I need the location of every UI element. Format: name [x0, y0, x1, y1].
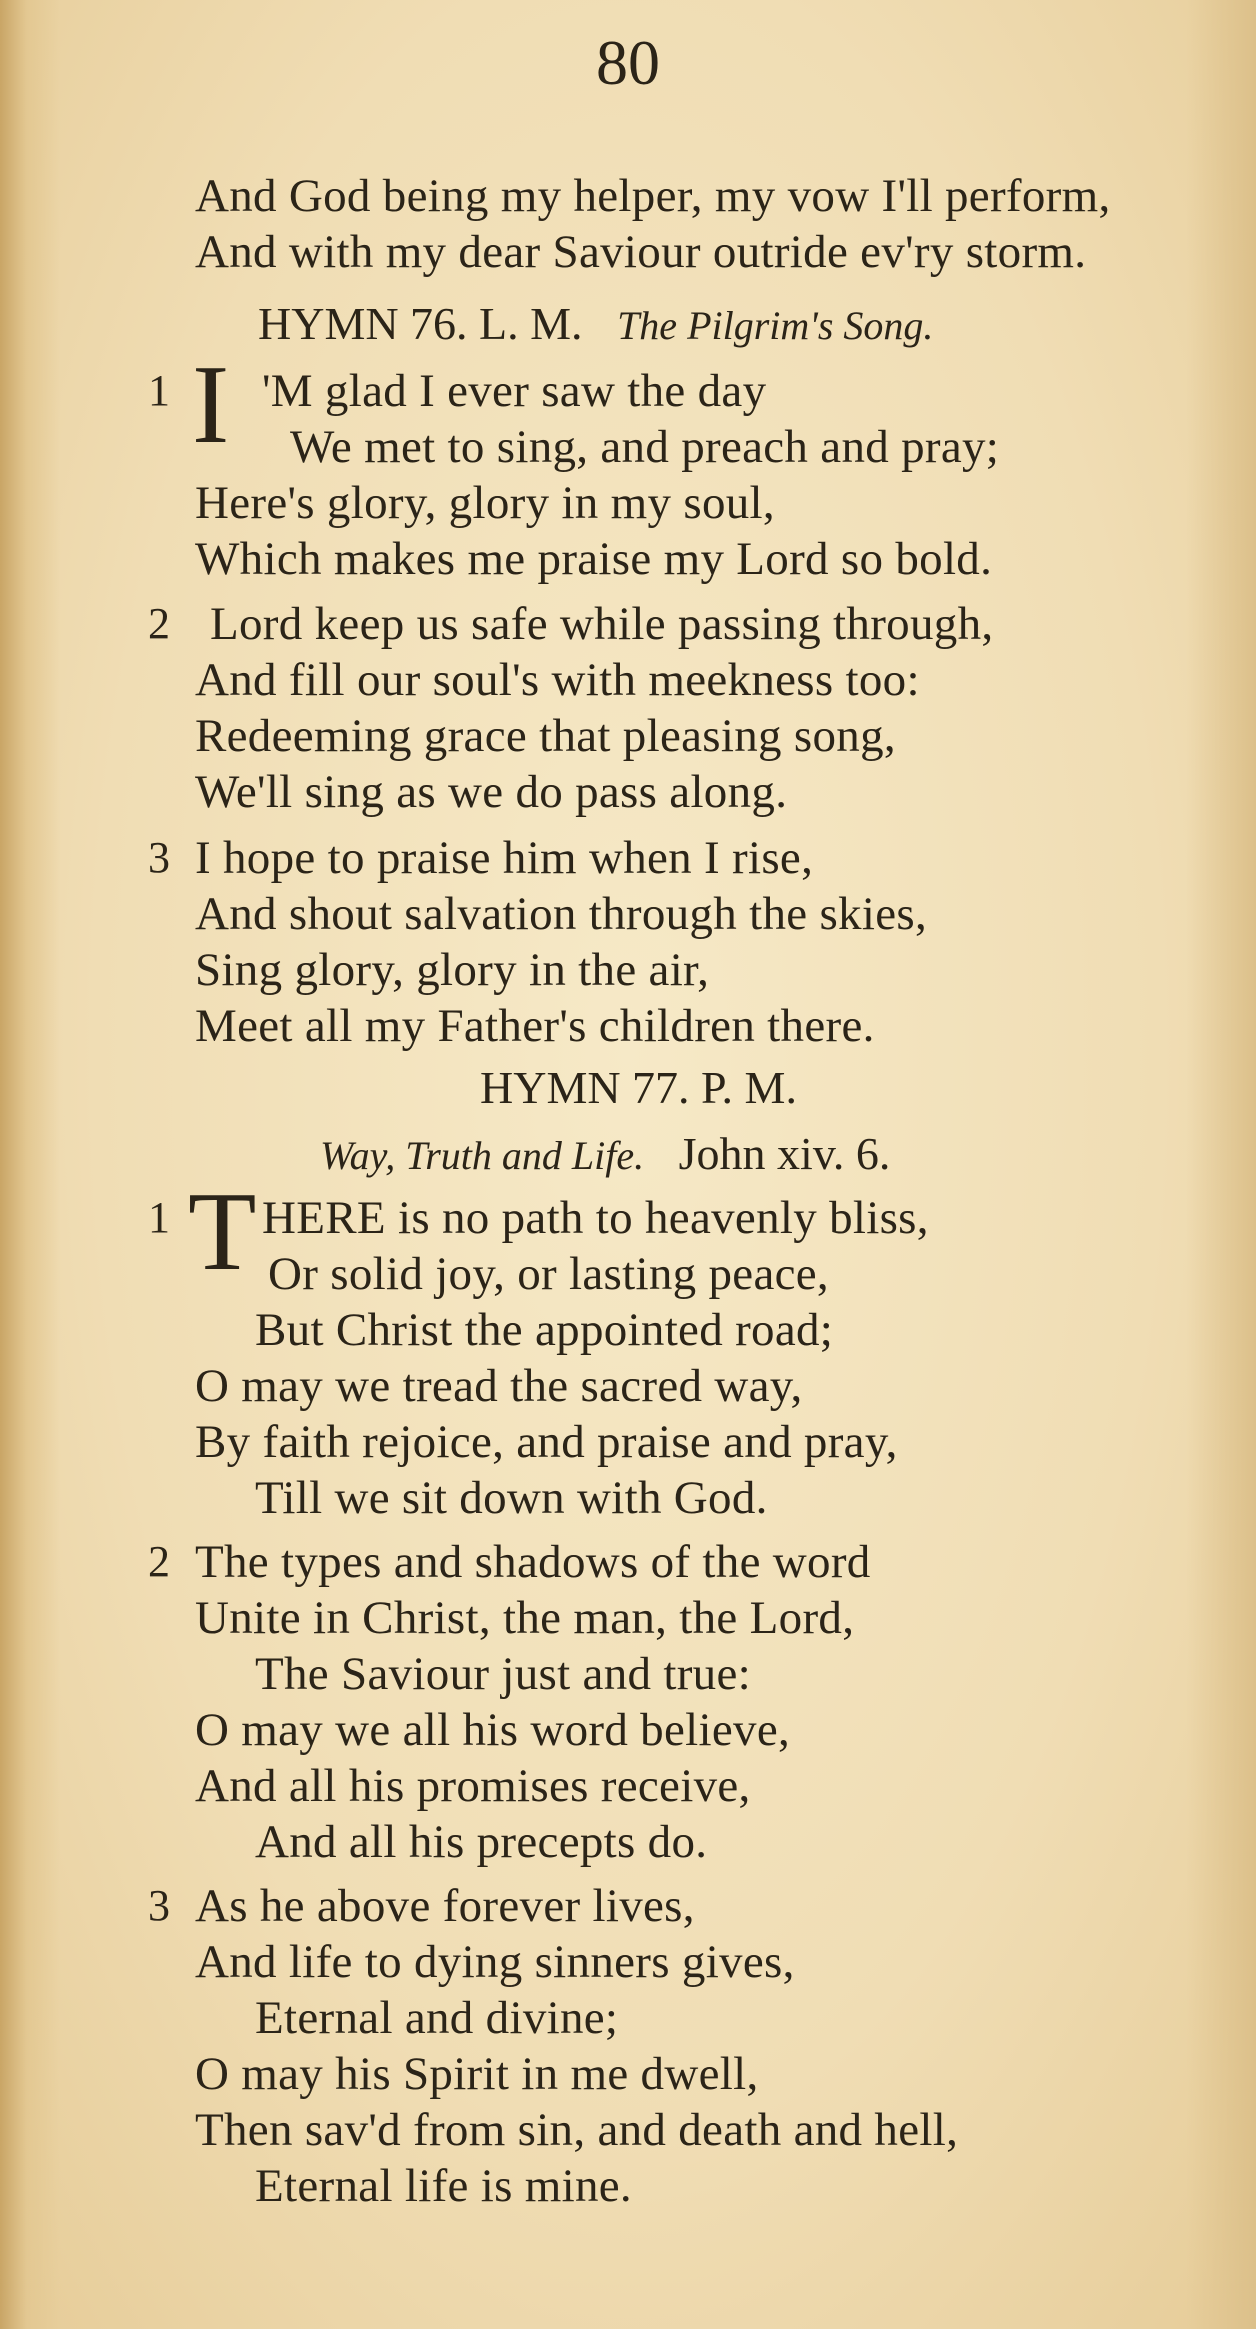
carryover-line: And God being my helper, my vow I'll perform, — [195, 170, 1111, 222]
scripture-reference: John xiv. 6. — [678, 1128, 891, 1179]
verse-line: The Saviour just and true: — [255, 1648, 751, 1700]
verse-line: And shout salvation through the skies, — [195, 888, 928, 940]
verse-line: HERE is no path to heavenly bliss, — [262, 1192, 929, 1244]
verse-line: Till we sit down with God. — [255, 1472, 768, 1524]
verse-line: Here's glory, glory in my soul, — [195, 477, 775, 529]
drop-cap: I — [192, 343, 230, 467]
verse-line: O may we tread the sacred way, — [195, 1360, 803, 1412]
verse-line: And fill our soul's with meekness too: — [195, 654, 920, 706]
verse-line: Or solid joy, or lasting peace, — [268, 1248, 829, 1300]
verse-number: 3 — [148, 833, 170, 882]
hymn-77-subtitle: Way, Truth and Life. — [320, 1133, 645, 1178]
page-number: 80 — [596, 27, 660, 98]
verse-line: Then sav'd from sin, and death and hell, — [195, 2104, 959, 2156]
verse-line: Sing glory, glory in the air, — [195, 944, 710, 996]
verse-line: We'll sing as we do pass along. — [195, 766, 788, 818]
page-edge-left — [0, 0, 60, 2329]
verse-line: 'M glad I ever saw the day — [262, 365, 767, 417]
verse-line: Eternal and divine; — [255, 1992, 619, 2044]
verse-line: Which makes me praise my Lord so bold. — [195, 533, 993, 585]
hymn-77-title: HYMN 77. P. M. — [480, 1062, 797, 1113]
hymn-77-subtitle-line — [320, 1128, 890, 1182]
verse-number: 2 — [148, 599, 170, 648]
verse-line: But Christ the appointed road; — [255, 1304, 834, 1356]
verse-number: 2 — [148, 1537, 170, 1586]
verse-number: 3 — [148, 1881, 170, 1930]
verse-line: And all his precepts do. — [255, 1816, 708, 1868]
hymn-76-title — [258, 298, 933, 352]
verse-line: O may we all his word believe, — [195, 1704, 791, 1756]
page-edge-right — [1186, 0, 1256, 2329]
verse-line: Redeeming grace that pleasing song, — [195, 710, 896, 762]
verse-line: By faith rejoice, and praise and pray, — [195, 1416, 898, 1468]
verse-line: As he above forever lives, — [195, 1880, 695, 1932]
verse-line: Eternal life is mine. — [255, 2160, 632, 2212]
carryover-line: And with my dear Saviour outride ev'ry storm. — [195, 226, 1087, 278]
verse-line: The types and shadows of the word — [195, 1536, 871, 1588]
hymn-76-number: HYMN 76. L. M. — [258, 298, 583, 349]
hymn-76-subtitle: The Pilgrim's Song. — [617, 303, 934, 348]
verse-line: And life to dying sinners gives, — [195, 1936, 795, 1988]
verse-line: Lord keep us safe while passing through, — [210, 598, 994, 650]
verse-line: We met to sing, and preach and pray; — [290, 421, 1000, 473]
verse-line: Unite in Christ, the man, the Lord, — [195, 1592, 855, 1644]
verse-number: 1 — [148, 366, 170, 415]
drop-cap: T — [188, 1170, 257, 1294]
verse-number: 1 — [148, 1193, 170, 1242]
verse-line: And all his promises receive, — [195, 1760, 751, 1812]
verse-line: I hope to praise him when I rise, — [195, 832, 814, 884]
verse-line: Meet all my Father's children there. — [195, 1000, 875, 1052]
verse-line: O may his Spirit in me dwell, — [195, 2048, 759, 2100]
